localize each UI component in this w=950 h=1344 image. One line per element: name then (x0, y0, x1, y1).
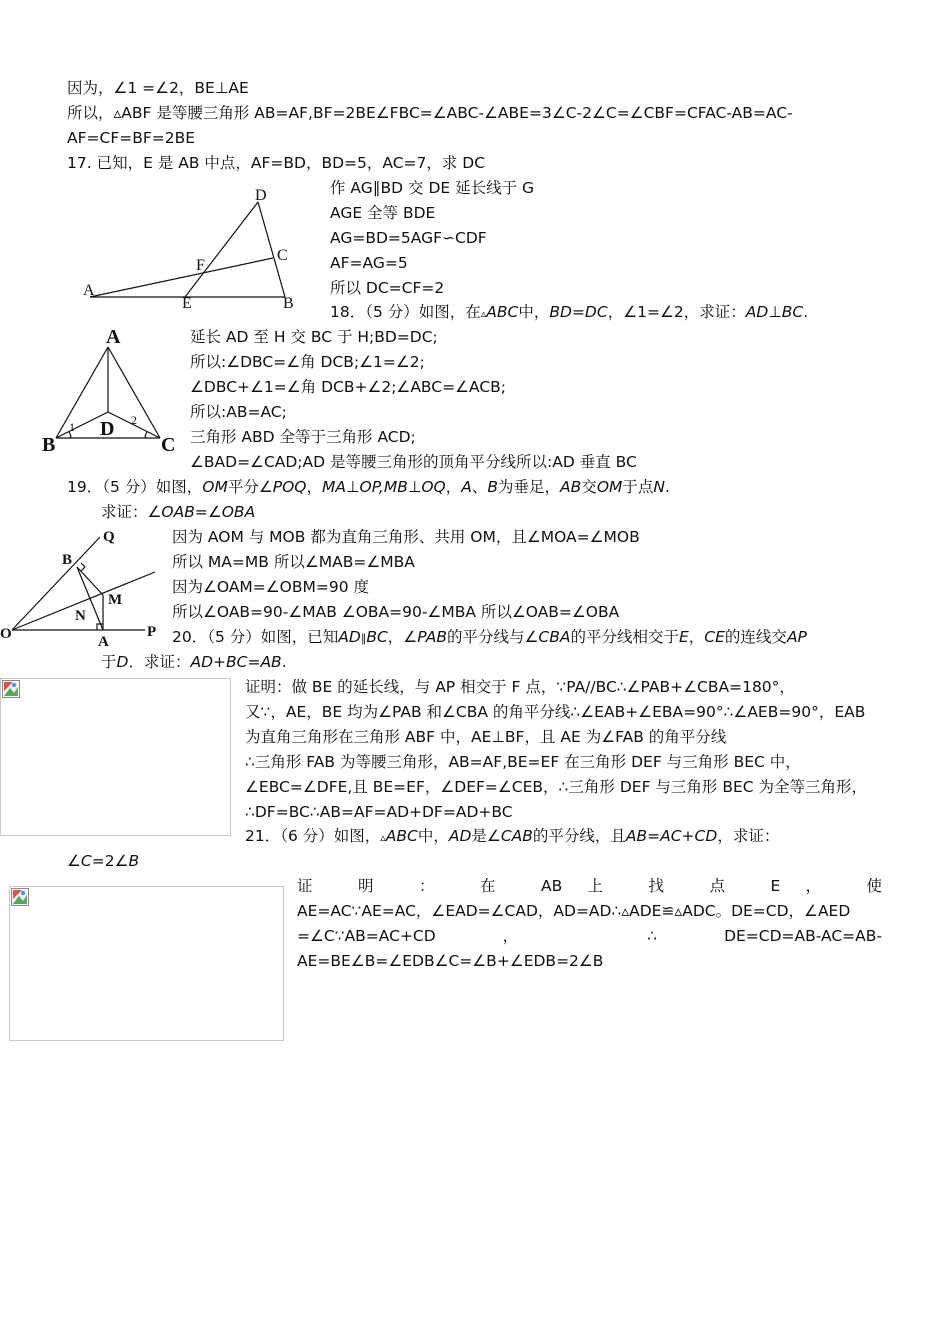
p19-label-p: P (147, 624, 157, 640)
p19-step-2: 所以 MA=MB 所以∠MAB=∠MBA (172, 553, 415, 571)
p19-label-o: O (0, 626, 12, 642)
p19-label-m: M (108, 592, 123, 608)
p19-label-a: A (98, 634, 109, 650)
p17-figure (80, 187, 320, 320)
p20-step-3: 为直角三角形在三角形 ABF 中，AE⊥BF，且 AE 为∠FAB 的角平分线 (245, 728, 727, 746)
p18-label-1: 1 (69, 420, 75, 434)
p18-step-4: 所以:AB=AC; (190, 403, 287, 421)
p17-label-b: B (283, 295, 294, 312)
p19-label-n: N (75, 608, 86, 624)
p21-step-1: 证 明 ： 在 AB 上 找 点 E ， 使 (297, 877, 882, 895)
p20-question-line-1: 20．（5 分）如图，已知AD∥BC，∠PAB的平分线与∠CBA的平分线相交于E，CE的连线交AP (172, 628, 807, 646)
p21-step-2: AE=AC∵AE=AC，∠EAD=∠CAD，AD=AD∴▵ADE≌▵ADC。DE=CD，∠AED (297, 902, 851, 920)
p17-label-a: A (83, 282, 95, 299)
p18-figure (42, 325, 192, 455)
p18-label-b: B (42, 434, 56, 456)
p21-question: 21．（6 分）如图，▵ABC中，AD是∠CAB的平分线，且AB=AC+CD，求证： (245, 827, 780, 845)
p18-label-c: C (161, 434, 176, 456)
p19-line-oq (12, 537, 100, 630)
p18-step-2: 所以:∠DBC=∠角 DCB;∠1=∠2; (190, 353, 425, 371)
p16-line-1: 因为，∠1 =∠2，BE⊥AE (67, 79, 249, 97)
broken-image-icon (1, 679, 21, 699)
p21-step-4: AE=BE∠B=∠EDB∠C=∠B+∠EDB=2∠B (297, 952, 604, 970)
p17-step-1: 作 AG∥BD 交 DE 延长线于 G (330, 179, 535, 197)
p17-label-f: F (196, 257, 205, 274)
p18-step-5: 三角形 ABD 全等于三角形 ACD; (190, 428, 416, 446)
p19-goal: 求证：∠OAB=∠OBA (101, 503, 256, 521)
p20-step-5: ∠EBC=∠DFE,且 BE=EF，∠DEF=∠CEB，∴三角形 DEF 与三角形 BEC 为全等三角形， (245, 778, 868, 796)
p21-step-3: =∠C∵AB=AC+CD ， ∴ DE=CD=AB-AC=AB- (297, 927, 882, 945)
p19-right-angle-b (81, 563, 85, 571)
p18-label-d: D (100, 418, 115, 440)
p17-question: 17. 已知，E 是 AB 中点，AF=BD，BD=5，AC=7，求 DC (67, 154, 486, 172)
p19-label-b: B (62, 552, 73, 568)
p21-goal: ∠C=2∠B (67, 852, 140, 870)
p21-figure-placeholder (9, 886, 284, 1041)
p17-label-d: D (255, 187, 267, 204)
p18-step-3: ∠DBC+∠1=∠角 DCB+∠2;∠ABC=∠ACB; (190, 378, 507, 396)
p17-line-de (185, 202, 258, 297)
p18-label-a: A (106, 326, 121, 348)
p19-question: 19．（5 分）如图，OM平分∠POQ，MA⊥OP,MB⊥OQ，A、B为垂足，AB交OM于点N. (67, 478, 670, 496)
p17-step-4: AF=AG=5 (330, 254, 408, 272)
p18-question: 18．（5 分）如图，在▵ABC中，BD=DC，∠1=∠2，求证：AD⊥BC. (330, 303, 809, 321)
p19-step-3: 因为∠OAM=∠OBM=90 度 (172, 578, 370, 596)
p17-label-c: C (277, 247, 288, 264)
p20-question-line-2: 于D．求证：AD+BC=AB. (101, 653, 287, 671)
p17-step-3: AG=BD=5AGF∽CDF (330, 229, 487, 247)
p19-label-q: Q (103, 529, 115, 545)
p18-step-6: ∠BAD=∠CAD;AD 是等腰三角形的顶角平分线所以:AD 垂直 BC (190, 453, 637, 471)
p19-figure (0, 525, 165, 650)
p19-line-mb (77, 567, 103, 595)
p16-line-2: 所以，▵ABF 是等腰三角形 AB=AF,BF=2BE∠FBC=∠ABC-∠ABE=3∠C-2∠C=∠CBF=CFAC-AB=AC- (67, 104, 793, 122)
p16-line-3: AF=CF=BF=2BE (67, 129, 196, 147)
p17-step-2: AGE 全等 BDE (330, 204, 436, 222)
p18-arc-2 (145, 432, 147, 438)
p20-figure-placeholder (0, 678, 231, 836)
p20-step-2: 又∵，AE，BE 均为∠PAB 和∠CBA 的角平分线∴∠EAB+∠EBA=90°∴∠AEB=90°，EAB (245, 703, 866, 721)
p17-line-ac (90, 258, 273, 297)
p18-step-1: 延长 AD 至 H 交 BC 于 H;BD=DC; (190, 328, 438, 346)
p20-step-6: ∴DF=BC∴AB=AF=AD+DF=AD+BC (245, 803, 513, 821)
p20-step-4: ∴三角形 FAB 为等腰三角形，AB=AF,BE=EF 在三角形 DEF 与三角形 BEC 中， (245, 753, 801, 771)
p19-step-1: 因为 AOM 与 MOB 都为直角三角形、共用 OM，且∠MOA=∠MOB (172, 528, 640, 546)
p17-label-e: E (182, 295, 192, 312)
p19-step-4: 所以∠OAB=90-∠MAB ∠OBA=90-∠MBA 所以∠OAB=∠OBA (172, 603, 620, 621)
p18-label-2: 2 (131, 413, 137, 427)
p17-step-5: 所以 DC=CF=2 (330, 279, 445, 297)
broken-image-icon (10, 887, 30, 907)
p20-step-1: 证明：做 BE 的延长线，与 AP 相交于 F 点，∵PA//BC∴∠PAB+∠CBA=180°， (245, 678, 795, 696)
